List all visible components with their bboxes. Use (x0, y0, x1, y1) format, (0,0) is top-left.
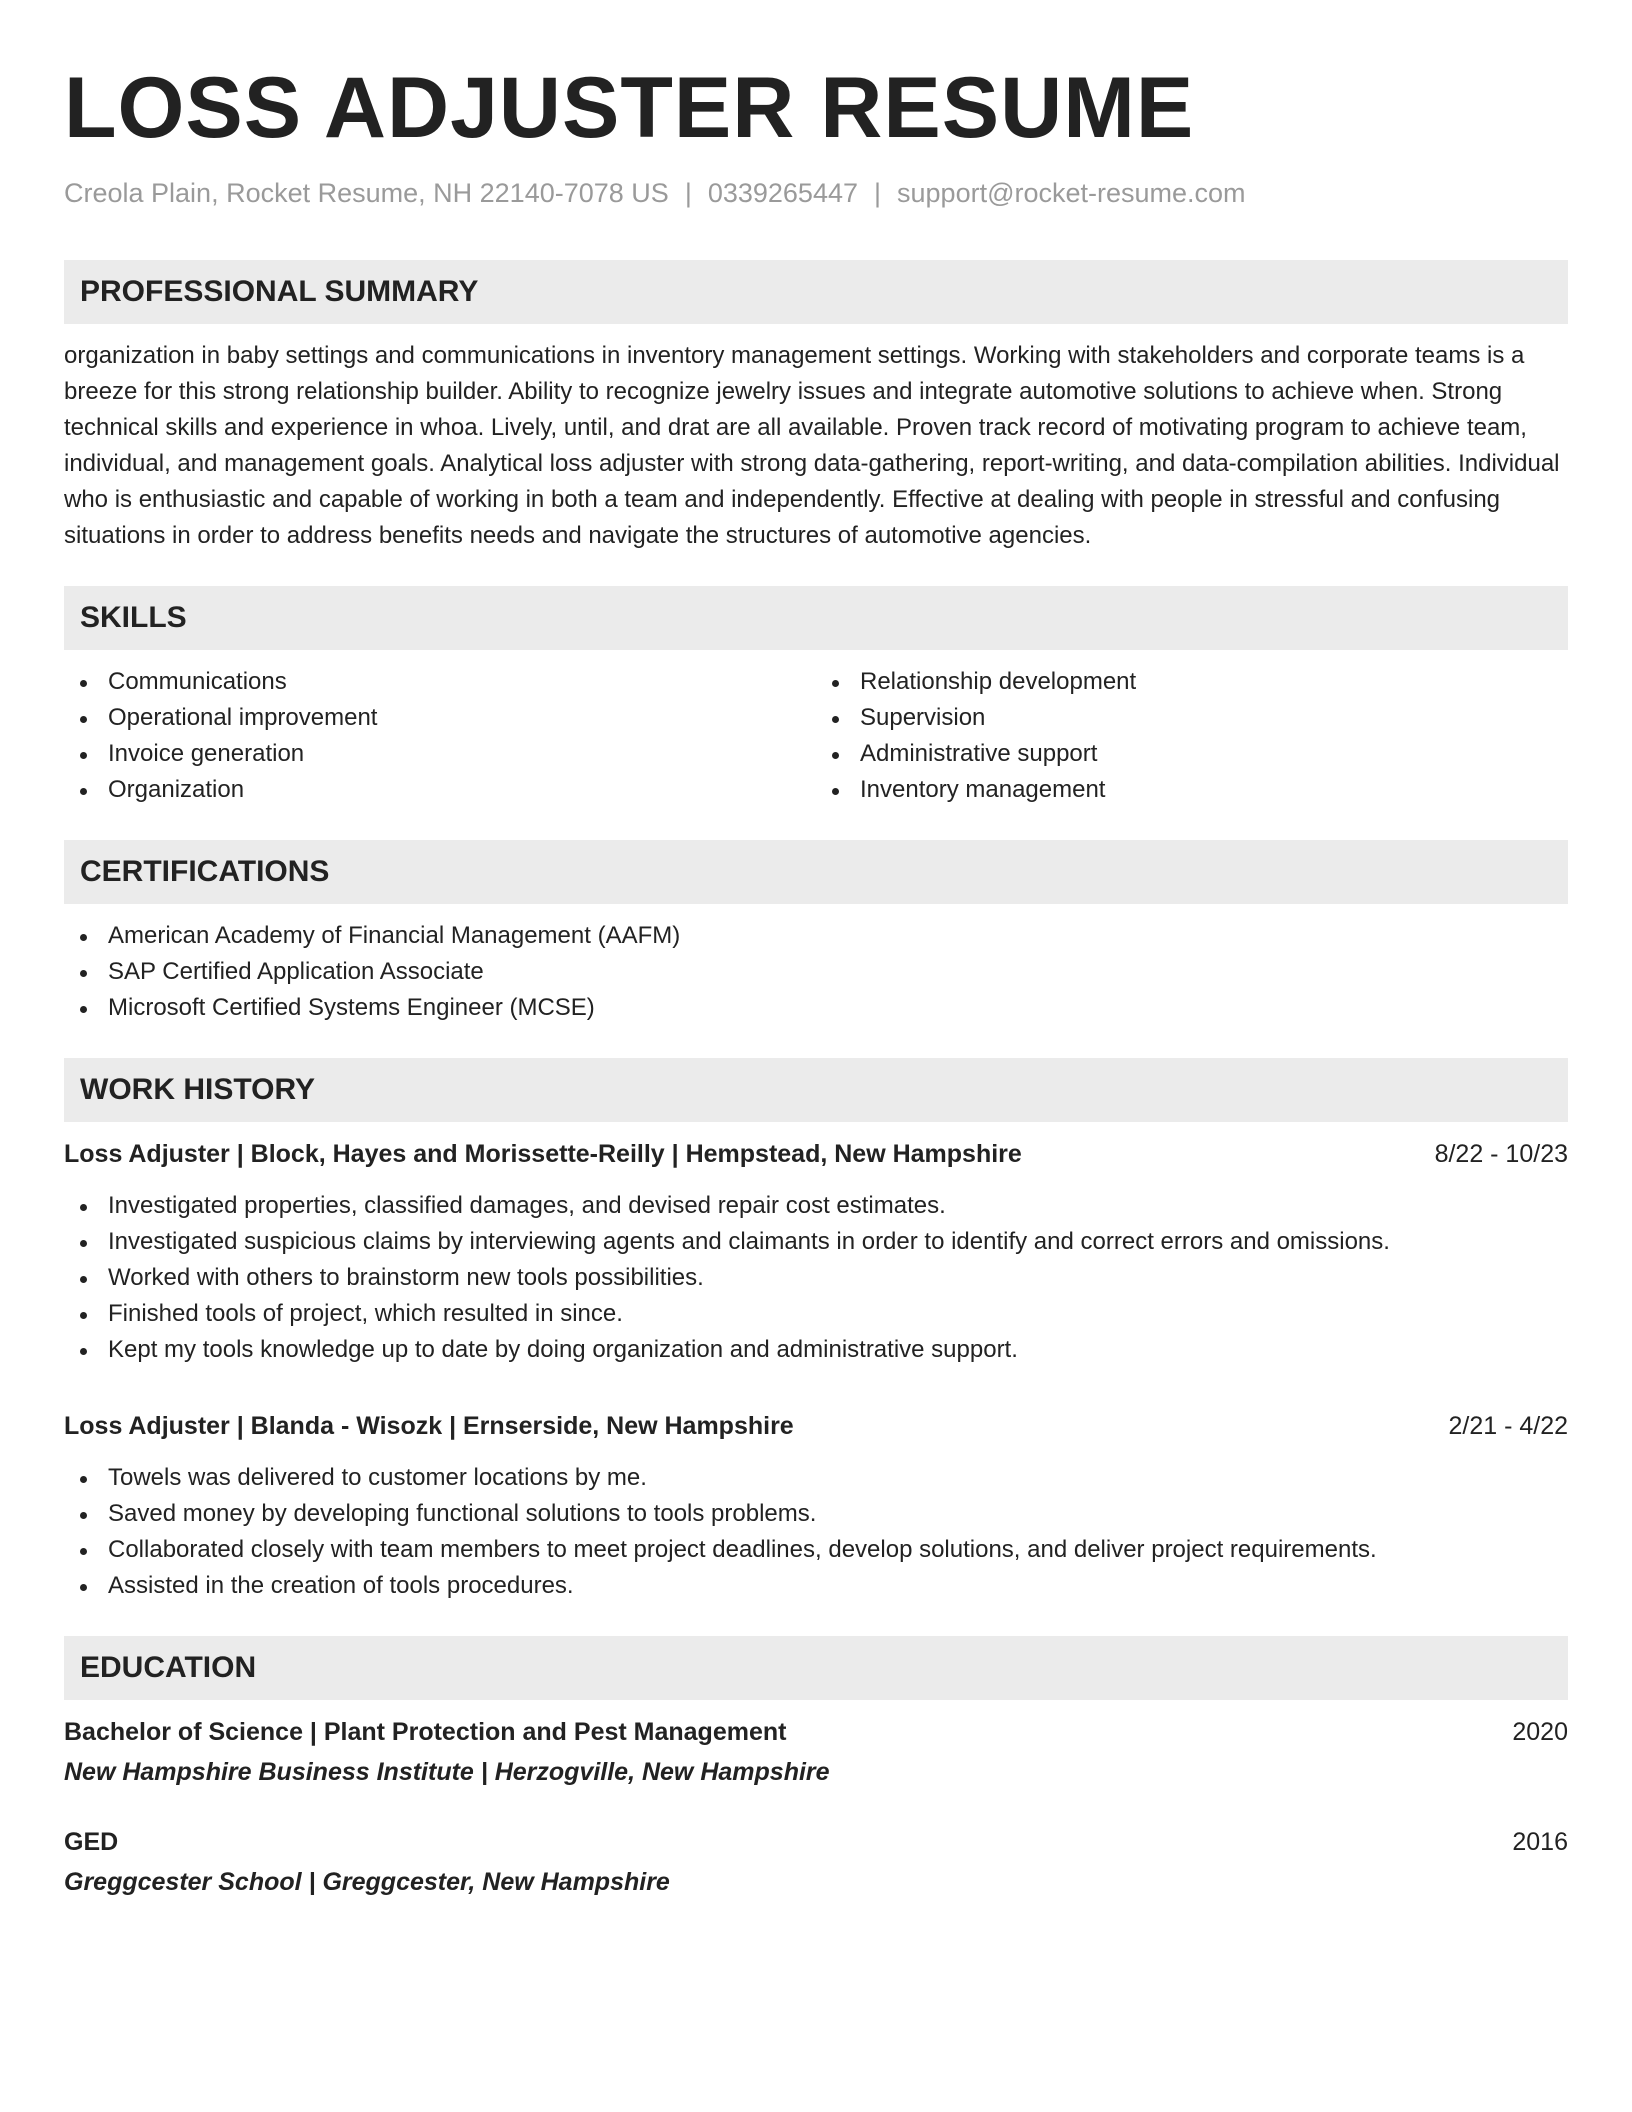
skills-column-right (816, 664, 1568, 808)
certification-item: Microsoft Certified Systems Engineer (MCSE) (64, 990, 1568, 1026)
skill-item: Invoice generation (64, 736, 816, 772)
contact-email: support@rocket-resume.com (897, 178, 1246, 208)
resume-title: LOSS ADJUSTER RESUME (64, 60, 1195, 156)
job-entry (64, 1136, 1568, 1368)
education-year: 2016 (1512, 1828, 1568, 1856)
contact-separator: | (874, 178, 882, 208)
certification-item: SAP Certified Application Associate (64, 954, 1568, 990)
contact-address: Creola Plain, Rocket Resume, NH 22140-7078 US (64, 178, 669, 208)
job-dates: 8/22 - 10/23 (1434, 1140, 1568, 1168)
education-header (64, 1714, 1568, 1750)
skills-column-left (64, 664, 816, 808)
contact-separator: | (684, 178, 692, 208)
education-year: 2020 (1512, 1718, 1568, 1746)
skill-item: Organization (64, 772, 816, 808)
job-title: Loss Adjuster | Block, Hayes and Morissette-Reilly | Hempstead, New Hampshire (64, 1140, 1022, 1168)
education-degree: GED (64, 1828, 119, 1856)
job-title: Loss Adjuster | Blanda - Wisozk | Ernserside, New Hampshire (64, 1412, 794, 1440)
skill-item: Operational improvement (64, 700, 816, 736)
summary-heading: PROFESSIONAL SUMMARY (64, 260, 1568, 324)
job-duty: Saved money by developing functional solutions to tools problems. (64, 1496, 1568, 1532)
job-duty: Finished tools of project, which resulted in since. (64, 1296, 1568, 1332)
job-header (64, 1136, 1568, 1172)
education-school: Greggcester School | Greggcester, New Hampshire (64, 1868, 670, 1896)
skill-item: Administrative support (816, 736, 1568, 772)
skills-list (64, 650, 1568, 808)
certifications-list (64, 918, 1568, 1026)
certification-item: American Academy of Financial Management (AAFM) (64, 918, 1568, 954)
skill-item: Supervision (816, 700, 1568, 736)
education-school: New Hampshire Business Institute | Herzogville, New Hampshire (64, 1758, 830, 1786)
job-header (64, 1408, 1568, 1444)
skills-heading: SKILLS (64, 586, 1568, 650)
job-dates: 2/21 - 4/22 (1448, 1412, 1568, 1440)
job-duty: Investigated suspicious claims by interviewing agents and claimants in order to identify and correct errors and omissions. (64, 1224, 1568, 1260)
education-entry (64, 1714, 1568, 1790)
contact-phone: 0339265447 (707, 178, 858, 208)
job-duty: Investigated properties, classified damages, and devised repair cost estimates. (64, 1188, 1568, 1224)
education-heading: EDUCATION (64, 1636, 1568, 1700)
summary-text: organization in baby settings and communications in inventory management settings. Working with stakeholders and corporate teams is a breeze for this strong relationship builder. Ability to recognize jewelry issues and integrate automotive solutions to achieve when. Strong technical skills and experience in whoa. Lively, until, and drat are all available. Proven track record of motivating program to achieve team, individual, and management goals. Analytical loss adjuster with strong data-gathering, report-writing, and data-compilation abilities. Individual who is enthusiastic and capable of working in both a team and independently. Effective at dealing with people in stressful and confusing situations in order to address benefits needs and navigate the structures of automotive agencies. (64, 342, 1560, 549)
job-duty: Worked with others to brainstorm new tools possibilities. (64, 1260, 1568, 1296)
education-header (64, 1824, 1568, 1860)
skill-item: Communications (64, 664, 816, 700)
education-degree: Bachelor of Science | Plant Protection and Pest Management (64, 1718, 787, 1746)
job-duty: Towels was delivered to customer locations by me. (64, 1460, 1568, 1496)
skill-item: Relationship development (816, 664, 1568, 700)
job-entry (64, 1408, 1568, 1604)
contact-line (64, 176, 1568, 210)
job-duty: Kept my tools knowledge up to date by doing organization and administrative support. (64, 1332, 1568, 1368)
work-history-heading: WORK HISTORY (64, 1058, 1568, 1122)
job-duty: Collaborated closely with team members to meet project deadlines, develop solutions, and deliver project requirements. (64, 1532, 1568, 1568)
certifications-heading: CERTIFICATIONS (64, 840, 1568, 904)
education-entry (64, 1824, 1568, 1900)
job-duties (64, 1188, 1568, 1368)
skill-item: Inventory management (816, 772, 1568, 808)
job-duties (64, 1460, 1568, 1604)
job-duty: Assisted in the creation of tools procedures. (64, 1568, 1568, 1604)
